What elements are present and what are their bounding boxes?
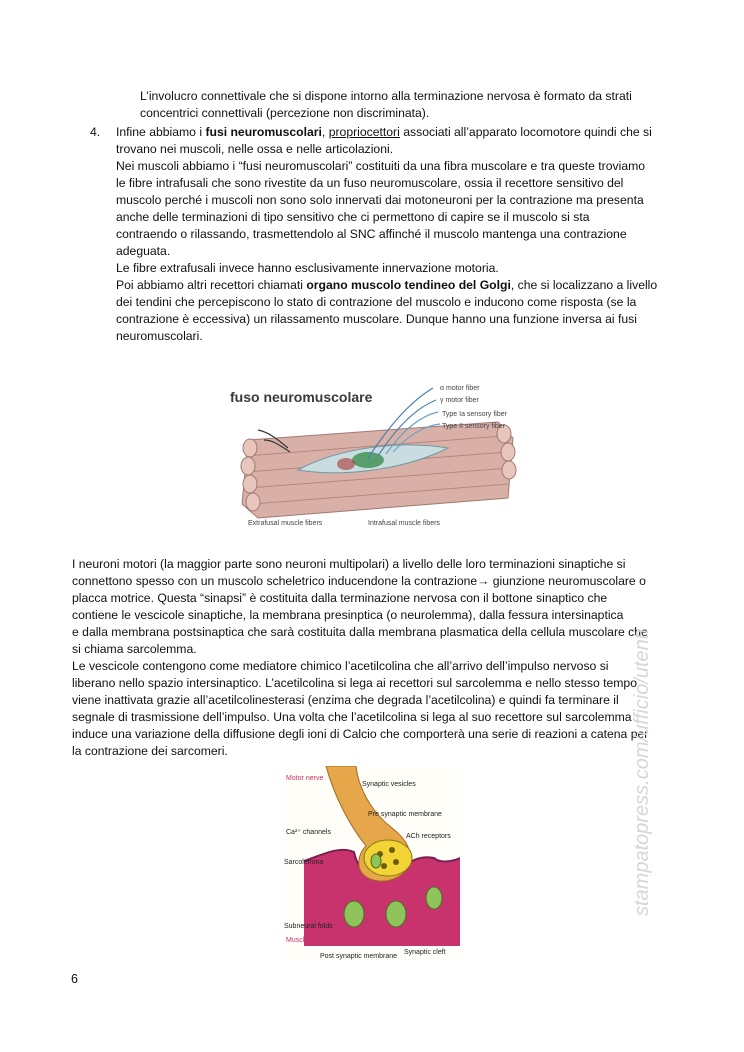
label-sarcolemma: Sarcolemma [284,859,324,866]
text-line: Nei muscoli abbiamo i “fusi neuromuscolari” costituiti da una fibra muscolare e tra queste troviamo [116,159,646,173]
label-intrafusal: Intrafusal muscle fibers [368,520,440,527]
label-pre-synaptic: Pre synaptic membrane [368,811,442,818]
figure-neuromuscular-junction [284,766,460,962]
label-alpha-motor: α motor fiber [440,385,480,392]
text-line: contraendo o rilassando, trasmettendolo al SNC affinché il muscolo mantenga una contrazione [116,227,627,241]
text-line: Infine abbiamo i fusi neuromuscolari, propriocettori associati all’apparato locomotore quindi che si [116,125,652,139]
bold-term: organo muscolo tendineo del Golgi [306,278,511,292]
text-line: connettono spesso con un muscolo scheletrico inducendone la contrazione→ giunzione neuromuscolare o [72,574,646,588]
label-type-ia: Type Ia sensory fiber [442,411,507,418]
text-line: si chiama sarcolemma. [72,642,197,656]
watermark [598,540,678,920]
label-type-ii: Type II sensory fiber [442,423,506,430]
text-line: contiene le vescicole sinaptiche, la membrana presinptica (o neurolemma), dalla fessura intersinaptica [72,608,624,622]
text-line: liberano nello spazio intersinaptico. L’acetilcolina si lega ai recettori sul sarcolemma e nello stesso tempo [72,676,637,690]
label-subneural-folds: Subneural folds [284,923,333,930]
bold-term: fusi neuromuscolari [205,125,322,139]
label-ca-channels: Ca²⁺ channels [286,829,331,836]
paragraph-neuromuscular-junction [72,556,678,760]
page-number: 6 [71,972,78,986]
text-line: muscolo perché i muscoli non sono solo innervati dai motoneuroni per la contrazione ma presenta [116,193,644,207]
text-line: induce una variazione della diffusione degli ioni di Calcio che comporterà una serie di reazioni a catena per [72,727,649,741]
underlined-term: propriocettori [328,125,400,139]
text-line: Poi abbiamo altri recettori chiamati organo muscolo tendineo del Golgi, che si localizzano a livello [116,278,658,292]
text-line: Le fibre extrafusali invece hanno esclusivamente innervazione motoria. [116,261,499,275]
label-motor-nerve: Motor nerve [286,775,324,782]
label-extrafusal: Extrafusal muscle fibers [248,520,323,527]
text-line: contrazione è eccessiva) un rilassamento muscolare. Dunque hanno una funzione inversa ai fusi [116,312,637,326]
text-line: concentrici connettivali (percezione non discriminata). [140,106,430,120]
list-number: 4. [90,125,101,139]
label-gamma-motor: γ motor fiber [440,397,479,404]
label-synaptic-cleft: Synaptic cleft [404,949,446,956]
figure-title: fuso neuromuscolare [230,389,373,405]
text-line: e dalla membrana postsinaptica che sarà costituita dalla membrana plasmatica della cellula muscolare che [72,625,648,639]
text-line: la contrazione dei sarcomeri. [72,744,228,758]
paragraph-intro [140,88,660,122]
text-line: neuromuscolari. [116,329,203,343]
text-line: adeguata. [116,244,171,258]
figure-neuromuscular-spindle [228,378,528,530]
label-synaptic-vesicles: Synaptic vesicles [362,781,416,788]
text-line: anche delle terminazioni di tipo sensitivo che ci permettono di capire se il muscolo si sta [116,210,590,224]
text-line: Le vescicole contengono come mediatore chimico l’acetilcolina che all’arrivo dell’impulso nervoso si [72,659,609,673]
list-item-4 [116,124,672,345]
label-muscle-fiber: Muscle fiber [286,937,324,944]
text-line: placca motrice. Questa “sinapsi” è costituita dalla terminazione nervosa con il bottone sinaptico che [72,591,608,605]
label-post-synaptic: Post synaptic membrane [320,953,398,960]
text-line: segnale di trasmissione dell’impulso. Una volta che l’acetilcolina si lega al suo recettore sul sarcolemma [72,710,632,724]
text-line: le fibre intrafusali che sono rivestite da un fuso neuromuscolare, ossia il recettore sensitivo del [116,176,624,190]
label-ach-receptors: ACh receptors [406,833,451,840]
text-line: L’involucro connettivale che si dispone intorno alla terminazione nervosa è formato da strati [140,89,632,103]
muscle-bundle [241,422,516,518]
watermark-text: stampatopress.com/ufficio/utenti [631,629,653,916]
text-line: viene inattivata grazie all’acetilcolinesterasi (enzima che degrada l’acetilcolina) e quindi fa terminare il [72,693,619,707]
text-line: I neuroni motori (la maggior parte sono neuroni multipolari) a livello delle loro terminazioni sinaptiche si [72,557,626,571]
text-line: dei tendini che percepiscono lo stato di contrazione del muscolo e inducono come risposta (se la [116,295,637,309]
text-line: trovano nei muscoli, nelle ossa e nelle articolazioni. [116,142,394,156]
